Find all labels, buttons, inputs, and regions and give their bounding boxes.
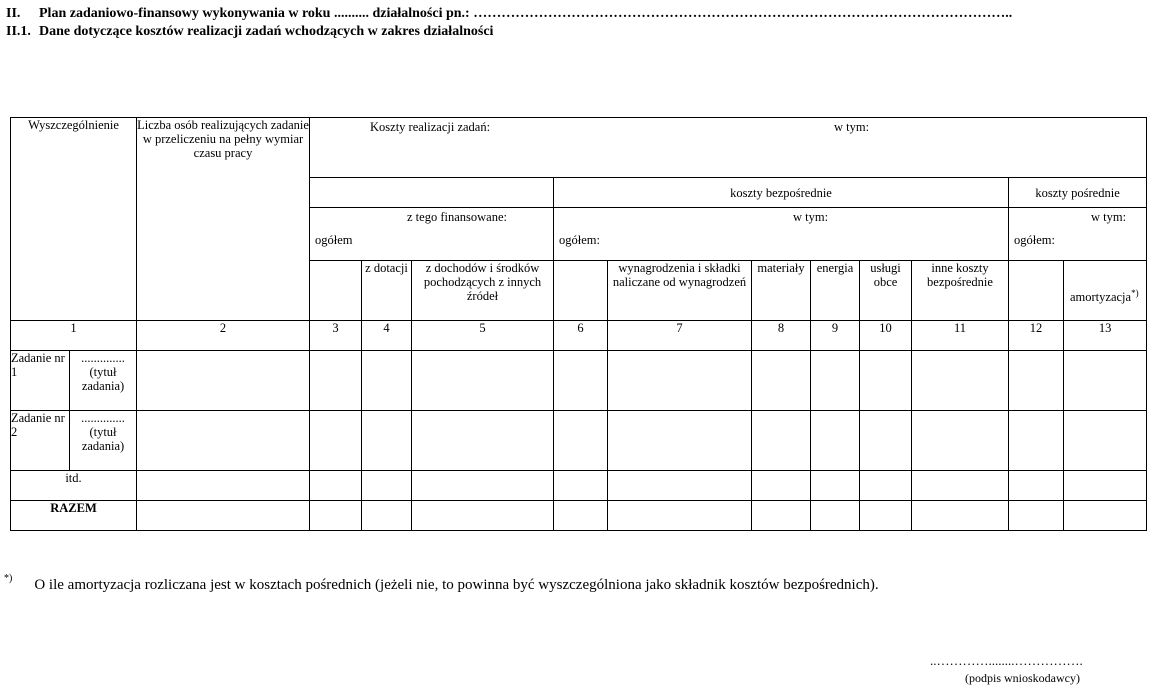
column-number: 5 xyxy=(412,321,554,351)
footnote-text: O ile amortyzacja rozliczana jest w kosztach pośrednich (jeżeli nie, to powinna być wyszczególniona jako składnik kosztów bezpośrednich). xyxy=(34,577,879,593)
data-cell[interactable] xyxy=(554,411,608,471)
data-cell[interactable] xyxy=(554,351,608,411)
amortyzacja-label: amortyzacja*) xyxy=(1070,288,1139,305)
data-cell[interactable] xyxy=(752,471,811,501)
subsection-title: Dane dotyczące kosztów realizacji zadań wchodzących w zakres działalności xyxy=(39,24,494,39)
subsection-number: II.1. xyxy=(6,24,31,39)
data-cell[interactable] xyxy=(412,351,554,411)
section-title: Plan zadaniowo-finansowy wykonywania w roku .......... działalności pn.: …………………………………………………………………………………………………….. xyxy=(39,6,1013,21)
z-tego-finansowane-label: z tego finansowane: xyxy=(407,210,507,224)
data-cell[interactable] xyxy=(608,351,752,411)
signature-line: ..…………........……………. xyxy=(930,653,1083,668)
data-cell[interactable] xyxy=(752,351,811,411)
data-cell[interactable] xyxy=(608,471,752,501)
data-cell[interactable] xyxy=(811,411,860,471)
data-cell[interactable] xyxy=(752,411,811,471)
data-cell[interactable] xyxy=(310,351,362,411)
data-cell[interactable] xyxy=(860,501,912,531)
ogolem-label: ogółem xyxy=(315,233,353,247)
data-cell[interactable] xyxy=(1064,471,1147,501)
header-wynagrodzenia: wynagrodzenia i składki naliczane od wynagrodzeń xyxy=(608,261,752,321)
data-cell[interactable] xyxy=(752,501,811,531)
table-row xyxy=(11,471,1147,501)
data-cell[interactable] xyxy=(912,411,1009,471)
data-cell[interactable] xyxy=(310,471,362,501)
column-number: 3 xyxy=(310,321,362,351)
section-number: II. xyxy=(6,6,21,21)
column-number: 4 xyxy=(362,321,412,351)
posrednie-w-tym-label: w tym: xyxy=(1091,210,1127,224)
header-bezposrednie-w-tym xyxy=(554,208,1009,261)
table-row-total xyxy=(11,501,1147,531)
data-cell[interactable] xyxy=(1009,501,1064,531)
cost-table xyxy=(10,117,1147,531)
column-number: 1 xyxy=(11,321,137,351)
header-koszty-posrednie: koszty pośrednie xyxy=(1009,178,1147,208)
data-cell[interactable] xyxy=(1064,351,1147,411)
column-number: 7 xyxy=(608,321,752,351)
column-number: 8 xyxy=(752,321,811,351)
data-cell[interactable] xyxy=(362,471,412,501)
footnote xyxy=(4,575,879,594)
data-cell[interactable] xyxy=(310,501,362,531)
data-cell[interactable] xyxy=(412,501,554,531)
posrednie-ogolem-label: ogółem: xyxy=(1014,233,1055,247)
header-ogolem-finansowane xyxy=(310,208,554,261)
w-tym-label: w tym: xyxy=(834,120,870,134)
data-cell[interactable] xyxy=(811,471,860,501)
column-number: 6 xyxy=(554,321,608,351)
header-liczba-osob: Liczba osób realizujących zadanie w przeliczeniu na pełny wymiar czasu pracy xyxy=(137,118,310,321)
task-title-placeholder: .............. (tytuł zadania) xyxy=(70,351,137,411)
section-heading xyxy=(6,6,1012,22)
signature-label: (podpis wnioskodawcy) xyxy=(965,671,1080,685)
task-label: Zadanie nr 1 xyxy=(11,351,70,411)
subsection-heading xyxy=(6,24,493,40)
header-wyszczegolnienie: Wyszczególnienie xyxy=(11,118,137,321)
header-materialy: materiały xyxy=(752,261,811,321)
data-cell[interactable] xyxy=(811,351,860,411)
table-row xyxy=(11,351,1147,411)
header-inne-koszty: inne koszty bezpośrednie xyxy=(912,261,1009,321)
row-itd-label: itd. xyxy=(11,471,137,501)
column-number: 10 xyxy=(860,321,912,351)
data-cell[interactable] xyxy=(860,411,912,471)
blank-cell xyxy=(554,261,608,321)
data-cell[interactable] xyxy=(554,501,608,531)
data-cell[interactable] xyxy=(362,351,412,411)
koszty-realizacji-label: Koszty realizacji zadań: xyxy=(370,120,491,134)
data-cell[interactable] xyxy=(362,411,412,471)
task-title-placeholder: .............. (tytuł zadania) xyxy=(70,411,137,471)
header-uslugi-obce: usługi obce xyxy=(860,261,912,321)
data-cell[interactable] xyxy=(362,501,412,531)
data-cell[interactable] xyxy=(811,501,860,531)
bezposrednie-w-tym-label: w tym: xyxy=(793,210,829,224)
header-amortyzacja xyxy=(1064,261,1147,321)
data-cell[interactable] xyxy=(137,411,310,471)
data-cell[interactable] xyxy=(1009,411,1064,471)
column-number: 11 xyxy=(912,321,1009,351)
data-cell[interactable] xyxy=(912,471,1009,501)
data-cell[interactable] xyxy=(137,351,310,411)
header-z-dotacji: z dotacji xyxy=(362,261,412,321)
data-cell[interactable] xyxy=(137,471,310,501)
data-cell[interactable] xyxy=(860,471,912,501)
data-cell[interactable] xyxy=(912,501,1009,531)
data-cell[interactable] xyxy=(608,501,752,531)
header-posrednie-w-tym xyxy=(1009,208,1147,261)
blank-cell xyxy=(310,178,554,208)
blank-cell xyxy=(310,261,362,321)
data-cell[interactable] xyxy=(1064,501,1147,531)
header-energia: energia xyxy=(811,261,860,321)
data-cell[interactable] xyxy=(860,351,912,411)
table-row xyxy=(11,411,1147,471)
data-cell[interactable] xyxy=(1009,351,1064,411)
task-label: Zadanie nr 2 xyxy=(11,411,70,471)
header-z-dochodow: z dochodów i środków pochodzących z innych źródeł xyxy=(412,261,554,321)
data-cell[interactable] xyxy=(1064,411,1147,471)
data-cell[interactable] xyxy=(912,351,1009,411)
data-cell[interactable] xyxy=(412,471,554,501)
column-number: 13 xyxy=(1064,321,1147,351)
column-number: 9 xyxy=(811,321,860,351)
footnote-mark: *) xyxy=(4,573,13,584)
column-number: 12 xyxy=(1009,321,1064,351)
data-cell[interactable] xyxy=(310,411,362,471)
header-koszty-bezposrednie: koszty bezpośrednie xyxy=(554,178,1009,208)
header-koszty-realizacji xyxy=(310,118,1147,178)
column-number: 2 xyxy=(137,321,310,351)
bezposrednie-ogolem-label: ogółem: xyxy=(559,233,600,247)
data-cell[interactable] xyxy=(1009,471,1064,501)
data-cell[interactable] xyxy=(554,471,608,501)
footnote-mark: *) xyxy=(1131,288,1139,298)
data-cell[interactable] xyxy=(608,411,752,471)
data-cell[interactable] xyxy=(412,411,554,471)
data-cell[interactable] xyxy=(137,501,310,531)
row-razem-label: RAZEM xyxy=(11,501,137,531)
blank-cell xyxy=(1009,261,1064,321)
